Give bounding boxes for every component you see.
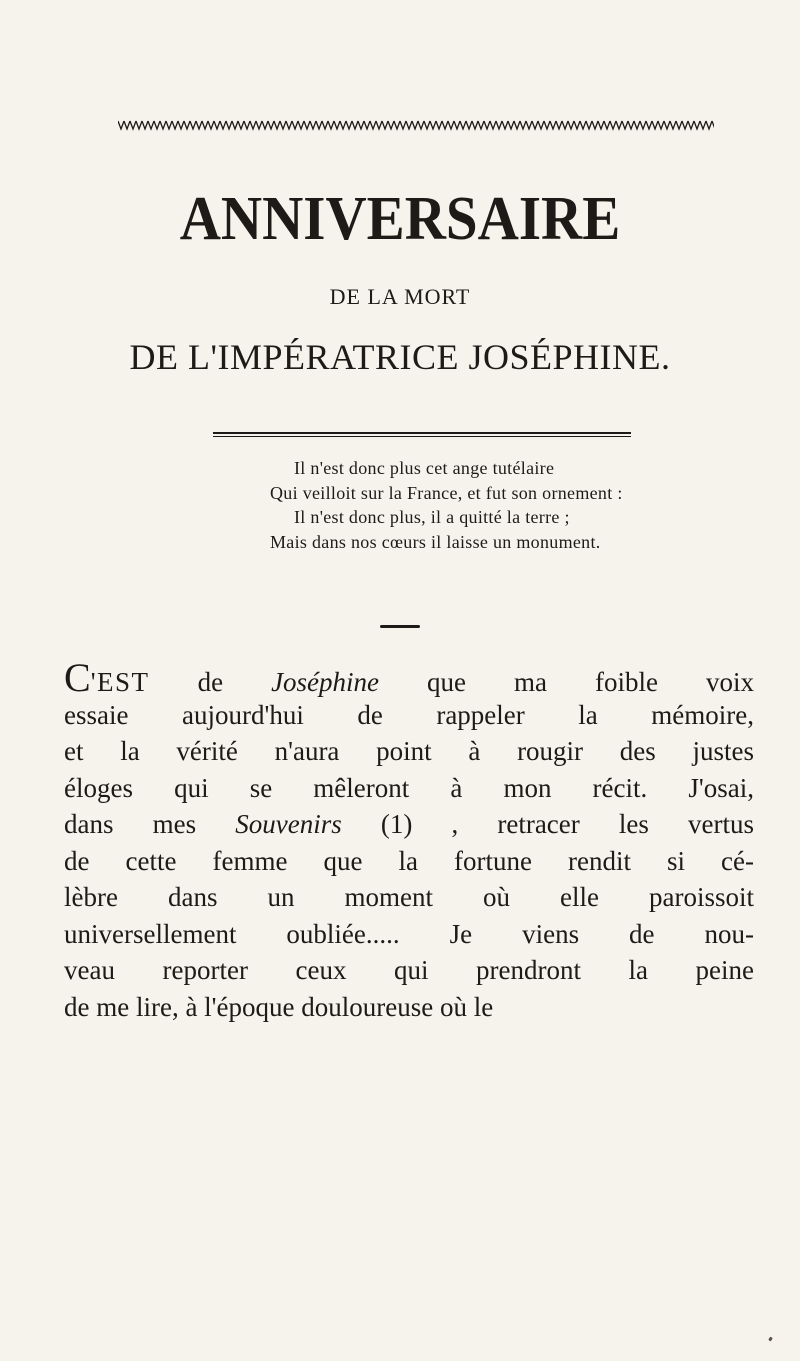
paragraph-line: veau reporter ceux qui prendront la peine: [64, 955, 754, 985]
epigraph-verse: [270, 456, 760, 554]
italic-title: Souvenirs: [235, 809, 342, 839]
text-run: dans mes: [64, 809, 236, 839]
print-speck: [768, 1337, 773, 1342]
text-run: de: [149, 667, 272, 697]
paragraph-line: de cette femme que la fortune rendit si cé-: [64, 845, 754, 876]
ornamental-header-rule: [118, 118, 714, 132]
verse-line: Mais dans nos cœurs il laisse un monument.: [270, 531, 601, 552]
page-subtitle: DE LA MORT: [329, 284, 471, 309]
paragraph-line: éloges qui se mêleront à mon récit. J'osai,: [64, 772, 754, 803]
paragraph-line: essaie aujourd'hui de rappeler la mémoire,: [64, 699, 754, 730]
italic-name: Joséphine: [271, 667, 380, 697]
text-run: (1) , retracer les vertus: [341, 809, 755, 839]
opening-small-caps: 'EST: [90, 667, 150, 697]
paragraph-line: universellement oubliée..... Je viens de nou-: [64, 918, 754, 949]
paragraph-line: de me lire, à l'époque douloureuse où le: [64, 991, 494, 1022]
body-text: [64, 655, 755, 1025]
paragraph-line: lèbre dans un moment où elle paroissoit: [64, 882, 754, 912]
paragraph-line: [64, 806, 754, 843]
short-divider-rule: [380, 625, 420, 628]
page-subtitle-secondary: DE L'IMPÉRATRICE JOSÉPHINE.: [129, 337, 671, 377]
page-title: ANNIVERSAIRE: [179, 185, 621, 253]
verse-line: Qui veilloit sur la France, et fut son ornement :: [270, 482, 623, 503]
paragraph-line: et la vérité n'aura point à rougir des justes: [64, 736, 754, 766]
double-divider-rule: [213, 432, 631, 438]
drop-cap: C: [64, 655, 91, 700]
verse-line: Il n'est donc plus cet ange tutélaire: [294, 458, 555, 478]
paragraph-line: [64, 655, 755, 700]
verse-line: Il n'est donc plus, il a quitté la terre ;: [294, 507, 570, 527]
text-run: que ma foible voix: [379, 667, 755, 697]
